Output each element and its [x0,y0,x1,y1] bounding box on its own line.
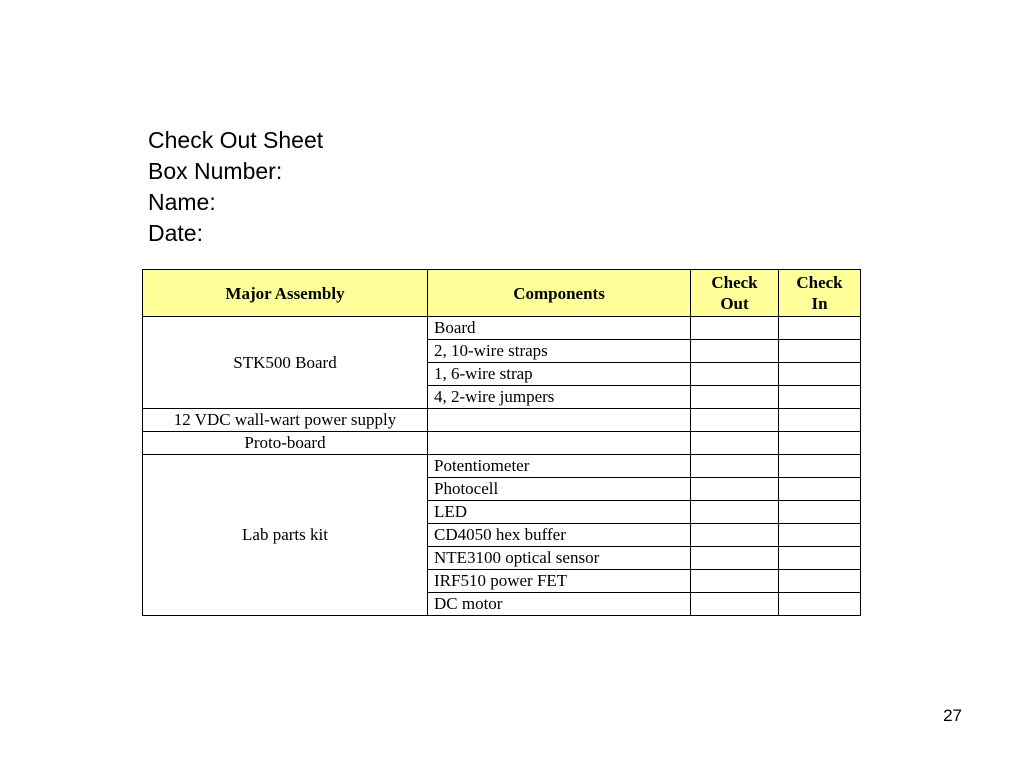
check-out-line-2: Out [720,294,749,313]
component-cell: NTE3100 optical sensor [428,547,691,570]
check-out-cell[interactable] [691,432,779,455]
check-in-cell[interactable] [779,363,861,386]
component-cell [428,432,691,455]
table-header-row [143,270,861,317]
component-cell: IRF510 power FET [428,570,691,593]
check-out-cell[interactable] [691,409,779,432]
check-out-cell[interactable] [691,547,779,570]
major-assembly-cell: Proto-board [143,432,428,455]
table-body [143,317,861,616]
component-cell: Board [428,317,691,340]
check-in-cell[interactable] [779,478,861,501]
column-header-check-in [779,270,861,317]
check-in-line-2: In [811,294,828,313]
checkout-table [142,269,861,616]
sheet-title: Check Out Sheet [148,127,324,153]
check-out-cell[interactable] [691,478,779,501]
column-header-check-out [691,270,779,317]
table-row [143,317,861,340]
component-cell: DC motor [428,593,691,616]
check-out-cell[interactable] [691,570,779,593]
check-out-cell[interactable] [691,524,779,547]
check-out-line-1: Check [711,273,758,292]
major-assembly-cell: 12 VDC wall-wart power supply [143,409,428,432]
check-in-cell[interactable] [779,317,861,340]
component-cell: CD4050 hex buffer [428,524,691,547]
check-in-cell[interactable] [779,386,861,409]
check-out-cell[interactable] [691,363,779,386]
date-label: Date: [148,220,203,246]
column-header-major-assembly: Major Assembly [143,270,428,317]
major-assembly-cell: Lab parts kit [143,455,428,616]
component-cell: LED [428,501,691,524]
table-row [143,432,861,455]
check-in-cell[interactable] [779,432,861,455]
check-in-cell[interactable] [779,340,861,363]
check-out-cell[interactable] [691,317,779,340]
check-in-cell[interactable] [779,409,861,432]
check-in-cell[interactable] [779,455,861,478]
check-out-cell[interactable] [691,593,779,616]
component-cell: Potentiometer [428,455,691,478]
check-out-cell[interactable] [691,455,779,478]
table-row [143,409,861,432]
check-out-cell[interactable] [691,340,779,363]
check-out-cell[interactable] [691,501,779,524]
component-cell: 4, 2-wire jumpers [428,386,691,409]
column-header-components: Components [428,270,691,317]
sheet-header [148,125,323,249]
check-in-cell[interactable] [779,501,861,524]
check-in-line-1: Check [796,273,843,292]
table-row [143,455,861,478]
check-in-cell[interactable] [779,524,861,547]
component-cell: 2, 10-wire straps [428,340,691,363]
check-in-cell[interactable] [779,547,861,570]
check-out-cell[interactable] [691,386,779,409]
component-cell: 1, 6-wire strap [428,363,691,386]
box-number-label: Box Number: [148,158,283,184]
component-cell [428,409,691,432]
check-in-cell[interactable] [779,570,861,593]
page-number: 27 [943,706,962,725]
check-in-cell[interactable] [779,593,861,616]
major-assembly-cell: STK500 Board [143,317,428,409]
name-label: Name: [148,189,216,215]
component-cell: Photocell [428,478,691,501]
